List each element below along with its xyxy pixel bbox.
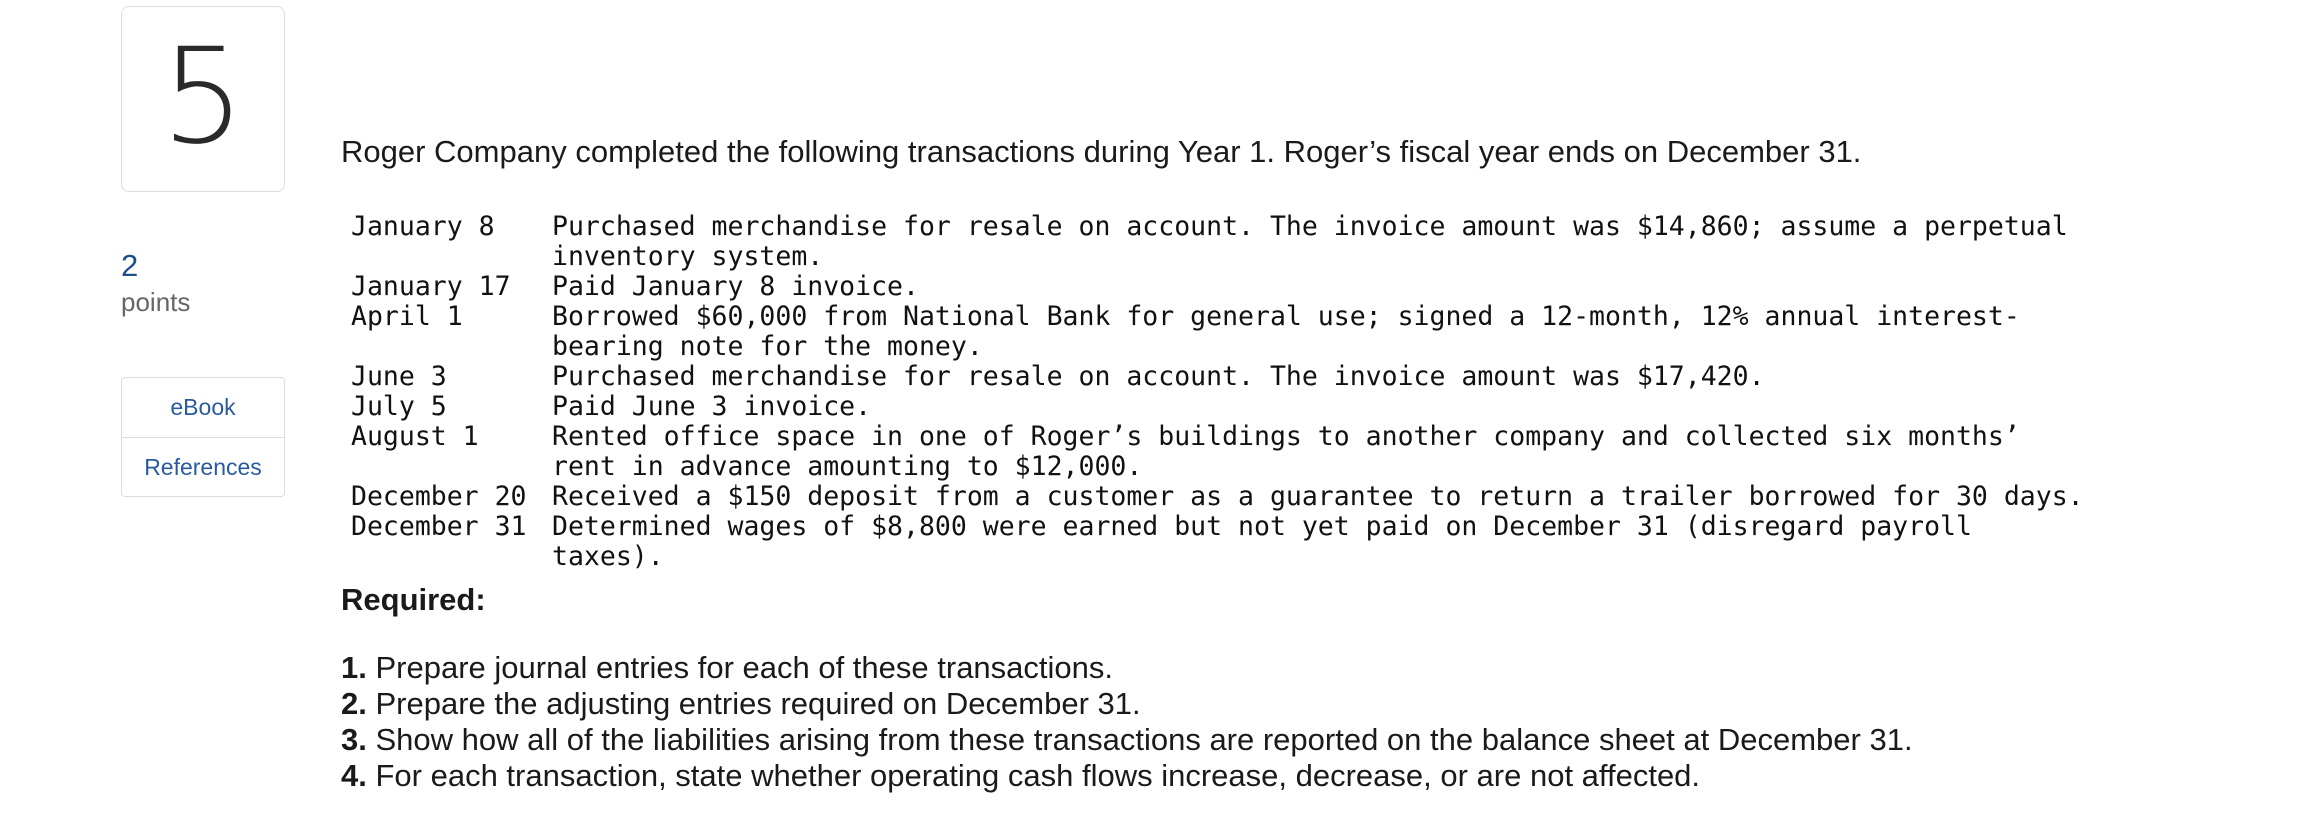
transaction-description: Received a $150 deposit from a customer as a guarantee to return a trailer borrowed for 30 days. <box>552 481 2084 512</box>
required-list <box>341 650 1913 794</box>
question-number-box <box>121 6 285 192</box>
transaction-description: Paid January 8 invoice. <box>552 271 919 302</box>
transaction-date: April 1 <box>351 301 463 332</box>
transaction-date: December 20 <box>351 481 527 512</box>
transaction-row <box>351 482 2092 512</box>
transaction-description: Determined wages of $8,800 were earned but not yet paid on December 31 (disregard payroll taxes). <box>552 511 1972 572</box>
required-item-number: 3. <box>341 722 367 757</box>
transaction-date: January 17 <box>351 271 511 302</box>
transaction-description: Borrowed $60,000 from National Bank for general use; signed a 12-month, 12% annual interest-bearing note for the money. <box>552 301 2020 362</box>
required-item <box>341 686 1913 722</box>
points-label: points <box>121 287 191 317</box>
transaction-date: July 5 <box>351 391 447 422</box>
transaction-date: December 31 <box>351 511 527 542</box>
required-item <box>341 758 1913 794</box>
required-item-text: For each transaction, state whether operating cash flows increase, decrease, or are not affected. <box>375 758 1701 793</box>
required-item <box>341 722 1913 758</box>
required-item-number: 4. <box>341 758 367 793</box>
transactions-list <box>351 212 2092 572</box>
transaction-description: Rented office space in one of Roger’s buildings to another company and collected six months’ rent in advance amounting to $12,000. <box>552 421 2020 482</box>
transaction-description: Purchased merchandise for resale on account. The invoice amount was $14,860; assume a perpetual inventory system. <box>552 211 2068 272</box>
transaction-row <box>351 392 2092 422</box>
problem-intro: Roger Company completed the following transactions during Year 1. Roger’s fiscal year ends on December 31. <box>341 134 1862 169</box>
transaction-description: Paid June 3 invoice. <box>552 391 872 422</box>
references-link[interactable]: References <box>122 437 284 497</box>
required-item <box>341 650 1913 686</box>
transaction-row <box>351 302 2092 362</box>
required-item-number: 1. <box>341 650 367 685</box>
transaction-description: Purchased merchandise for resale on account. The invoice amount was $17,420. <box>552 361 1765 392</box>
required-item-text: Prepare journal entries for each of these transactions. <box>375 650 1114 685</box>
transaction-row <box>351 212 2092 272</box>
transaction-row <box>351 422 2092 482</box>
transaction-row <box>351 362 2092 392</box>
transaction-date: June 3 <box>351 361 447 392</box>
transaction-row <box>351 512 2092 572</box>
points-value: 2 <box>121 248 139 283</box>
required-item-text: Prepare the adjusting entries required on December 31. <box>375 686 1141 721</box>
question-number: 5 <box>161 20 245 174</box>
ebook-link[interactable]: eBook <box>170 394 236 420</box>
transaction-row <box>351 272 2092 302</box>
required-heading: Required: <box>341 582 486 617</box>
transaction-date: August 1 <box>351 421 479 452</box>
required-item-number: 2. <box>341 686 367 721</box>
resource-links <box>121 377 285 497</box>
required-item-text: Show how all of the liabilities arising from these transactions are reported on the balance sheet at December 31. <box>375 722 1913 757</box>
transaction-date: January 8 <box>351 211 495 242</box>
